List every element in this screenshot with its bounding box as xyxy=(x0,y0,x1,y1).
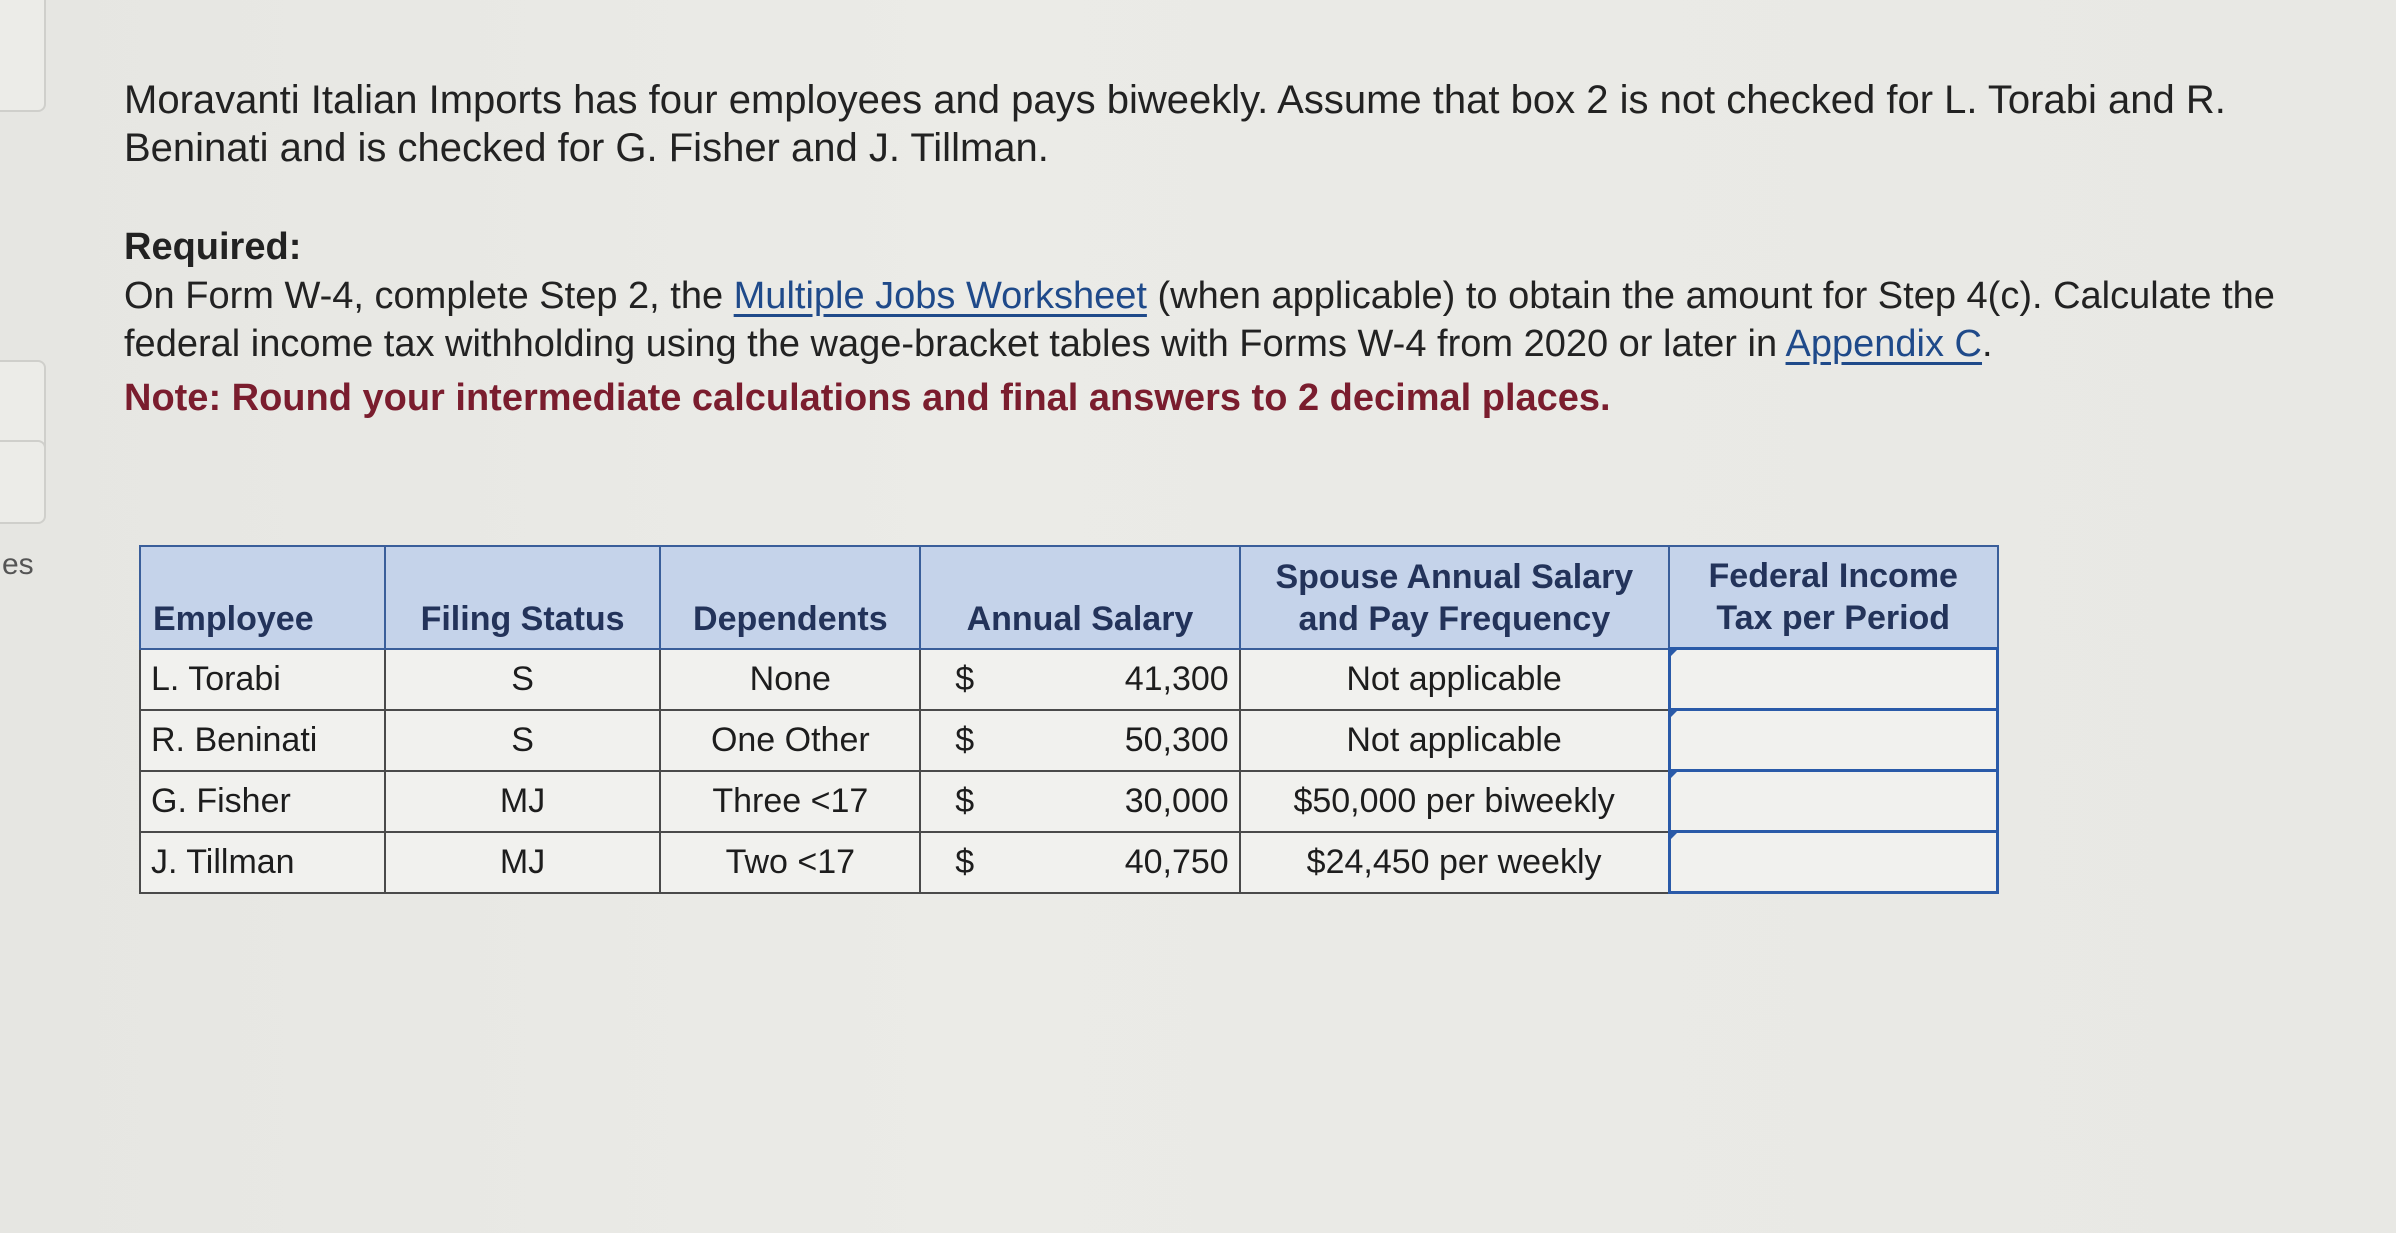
table-row xyxy=(140,771,1998,832)
currency-symbol: $ xyxy=(955,659,975,698)
salary-value: 40,750 xyxy=(1124,842,1229,881)
cell-employee: J. Tillman xyxy=(140,832,385,893)
cell-spouse-salary: Not applicable xyxy=(1240,649,1669,710)
header-employee: Employee xyxy=(140,546,385,649)
cell-spouse-salary: $50,000 per biweekly xyxy=(1240,771,1669,832)
federal-tax-input[interactable] xyxy=(1681,833,1987,891)
header-dependents: Dependents xyxy=(660,546,920,649)
federal-tax-input[interactable] xyxy=(1681,650,1987,708)
cell-federal-tax[interactable] xyxy=(1669,710,1998,771)
table-row xyxy=(140,710,1998,771)
rounding-note: Note: Round your intermediate calculations and final answers to 2 decimal places. xyxy=(124,377,1611,419)
input-indicator-icon xyxy=(1669,648,1679,658)
required-heading: Required: xyxy=(124,226,302,268)
cell-filing-status: MJ xyxy=(385,771,661,832)
required-text-part1: On Form W-4, complete Step 2, the xyxy=(124,275,724,317)
cell-employee: G. Fisher xyxy=(140,771,385,832)
sidebar-tab[interactable] xyxy=(0,440,46,524)
withholding-table xyxy=(139,545,1999,894)
salary-value: 50,300 xyxy=(1124,720,1229,759)
salary-value: 41,300 xyxy=(1124,659,1229,698)
cell-filing-status: MJ xyxy=(385,832,661,893)
input-indicator-icon xyxy=(1669,709,1679,719)
federal-tax-input[interactable] xyxy=(1681,772,1987,830)
cell-federal-tax[interactable] xyxy=(1669,771,1998,832)
required-text xyxy=(124,272,2304,368)
header-filing-status: Filing Status xyxy=(385,546,661,649)
input-indicator-icon xyxy=(1669,770,1679,780)
cell-employee: L. Torabi xyxy=(140,649,385,710)
header-spouse-salary: Spouse Annual Salary and Pay Frequency xyxy=(1240,546,1669,649)
header-annual-salary: Annual Salary xyxy=(920,546,1239,649)
cell-dependents: One Other xyxy=(660,710,920,771)
cell-spouse-salary: $24,450 per weekly xyxy=(1240,832,1669,893)
cell-federal-tax[interactable] xyxy=(1669,649,1998,710)
federal-tax-input[interactable] xyxy=(1681,711,1987,769)
input-indicator-icon xyxy=(1669,831,1679,841)
cell-employee: R. Beninati xyxy=(140,710,385,771)
salary-value: 30,000 xyxy=(1124,781,1229,820)
appendix-c-link[interactable]: Appendix C xyxy=(1785,323,1983,365)
problem-content xyxy=(124,76,2304,428)
cell-spouse-salary: Not applicable xyxy=(1240,710,1669,771)
cell-dependents: None xyxy=(660,649,920,710)
table-row xyxy=(140,832,1998,893)
cell-annual-salary xyxy=(920,832,1239,893)
required-text-part2: (when applicable) to obtain the amount for Step 4(c). Calculate the federal income tax withholding using the wage-bracket tables with Forms W-4 from 2020 or later in xyxy=(124,275,2275,365)
cell-filing-status: S xyxy=(385,710,661,771)
currency-symbol: $ xyxy=(955,720,975,759)
cell-federal-tax[interactable] xyxy=(1669,832,1998,893)
cell-dependents: Two <17 xyxy=(660,832,920,893)
required-text-part3: . xyxy=(1982,323,1993,365)
cell-dependents: Three <17 xyxy=(660,771,920,832)
currency-symbol: $ xyxy=(955,781,975,820)
sidebar-tab[interactable] xyxy=(0,0,46,112)
cell-annual-salary xyxy=(920,649,1239,710)
multiple-jobs-worksheet-link[interactable]: Multiple Jobs Worksheet xyxy=(733,275,1147,317)
cell-annual-salary xyxy=(920,710,1239,771)
cell-annual-salary xyxy=(920,771,1239,832)
cell-filing-status: S xyxy=(385,649,661,710)
table-header-row xyxy=(140,546,1998,649)
problem-intro: Moravanti Italian Imports has four employees and pays biweekly. Assume that box 2 is not checked for L. Torabi and R. Beninati and is checked for G. Fisher and J. Tillman. xyxy=(124,78,2226,170)
table-row xyxy=(140,649,1998,710)
currency-symbol: $ xyxy=(955,842,975,881)
sidebar-edge-label: es xyxy=(2,548,34,581)
header-federal-tax: Federal Income Tax per Period xyxy=(1669,546,1998,649)
